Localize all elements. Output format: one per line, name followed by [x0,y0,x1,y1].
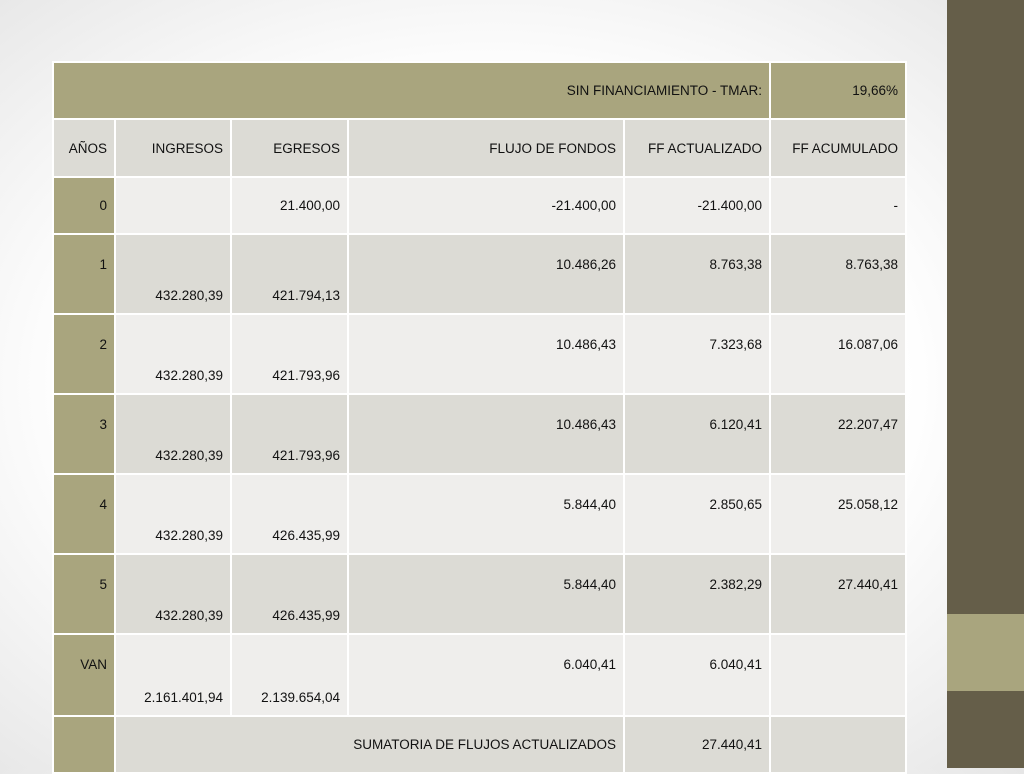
ff-actualizado-cell: 8.763,38 [624,234,770,314]
ingresos-cell: 432.280,39 [115,314,231,394]
flujo-cell: 5.844,40 [348,474,624,554]
ingresos-cell: 432.280,39 [115,474,231,554]
year-cell: 2 [53,314,115,394]
col-header-anos: AÑOS [53,119,115,177]
ff-acumulado-cell [770,634,906,716]
col-header-ingresos: INGRESOS [115,119,231,177]
table-row [53,394,906,474]
table-title-row [53,62,906,119]
egresos-cell: 426.435,99 [231,474,348,554]
ff-acumulado-cell: 27.440,41 [770,554,906,634]
van-row [53,634,906,716]
ff-actualizado-cell: 6.040,41 [624,634,770,716]
table-title: SIN FINANCIAMIENTO - TMAR: [53,62,770,119]
year-cell: 5 [53,554,115,634]
col-header-ff-actualizado: FF ACTUALIZADO [624,119,770,177]
col-header-egresos: EGRESOS [231,119,348,177]
flujo-cell: 10.486,43 [348,314,624,394]
summary-label: SUMATORIA DE FLUJOS ACTUALIZADOS [115,716,624,773]
tmar-value: 19,66% [770,62,906,119]
year-cell: 3 [53,394,115,474]
ff-actualizado-cell: 2.850,65 [624,474,770,554]
col-header-flujo: FLUJO DE FONDOS [348,119,624,177]
ff-acumulado-cell: 8.763,38 [770,234,906,314]
year-cell: 4 [53,474,115,554]
slide-side-accent [947,614,1024,691]
ff-actualizado-cell: 7.323,68 [624,314,770,394]
flujo-cell: 5.844,40 [348,554,624,634]
ff-actualizado-cell: -21.400,00 [624,177,770,234]
ingresos-cell: 432.280,39 [115,234,231,314]
table-row [53,234,906,314]
egresos-cell: 21.400,00 [231,177,348,234]
table-row [53,474,906,554]
ingresos-cell: 432.280,39 [115,394,231,474]
ff-acumulado-cell: 25.058,12 [770,474,906,554]
table-row [53,177,906,234]
summary-blank-cell [53,716,115,773]
ff-actualizado-cell: 6.120,41 [624,394,770,474]
ff-actualizado-cell: 2.382,29 [624,554,770,634]
egresos-cell: 426.435,99 [231,554,348,634]
ff-acumulado-cell: - [770,177,906,234]
summary-row [53,716,906,773]
van-label-cell: VAN [53,634,115,716]
egresos-cell: 421.793,96 [231,314,348,394]
ff-acumulado-cell: 22.207,47 [770,394,906,474]
ingresos-cell: 432.280,39 [115,554,231,634]
ff-acumulado-cell: 16.087,06 [770,314,906,394]
table-row [53,554,906,634]
egresos-cell: 2.139.654,04 [231,634,348,716]
flujo-cell: 6.040,41 [348,634,624,716]
table-row [53,314,906,394]
table-header-row [53,119,906,177]
cash-flow-table [52,61,907,774]
ingresos-cell: 2.161.401,94 [115,634,231,716]
flujo-cell: 10.486,26 [348,234,624,314]
year-cell: 0 [53,177,115,234]
summary-value: 27.440,41 [624,716,770,773]
summary-empty-cell [770,716,906,773]
flujo-cell: 10.486,43 [348,394,624,474]
year-cell: 1 [53,234,115,314]
egresos-cell: 421.793,96 [231,394,348,474]
ingresos-cell [115,177,231,234]
egresos-cell: 421.794,13 [231,234,348,314]
col-header-ff-acumulado: FF ACUMULADO [770,119,906,177]
flujo-cell: -21.400,00 [348,177,624,234]
